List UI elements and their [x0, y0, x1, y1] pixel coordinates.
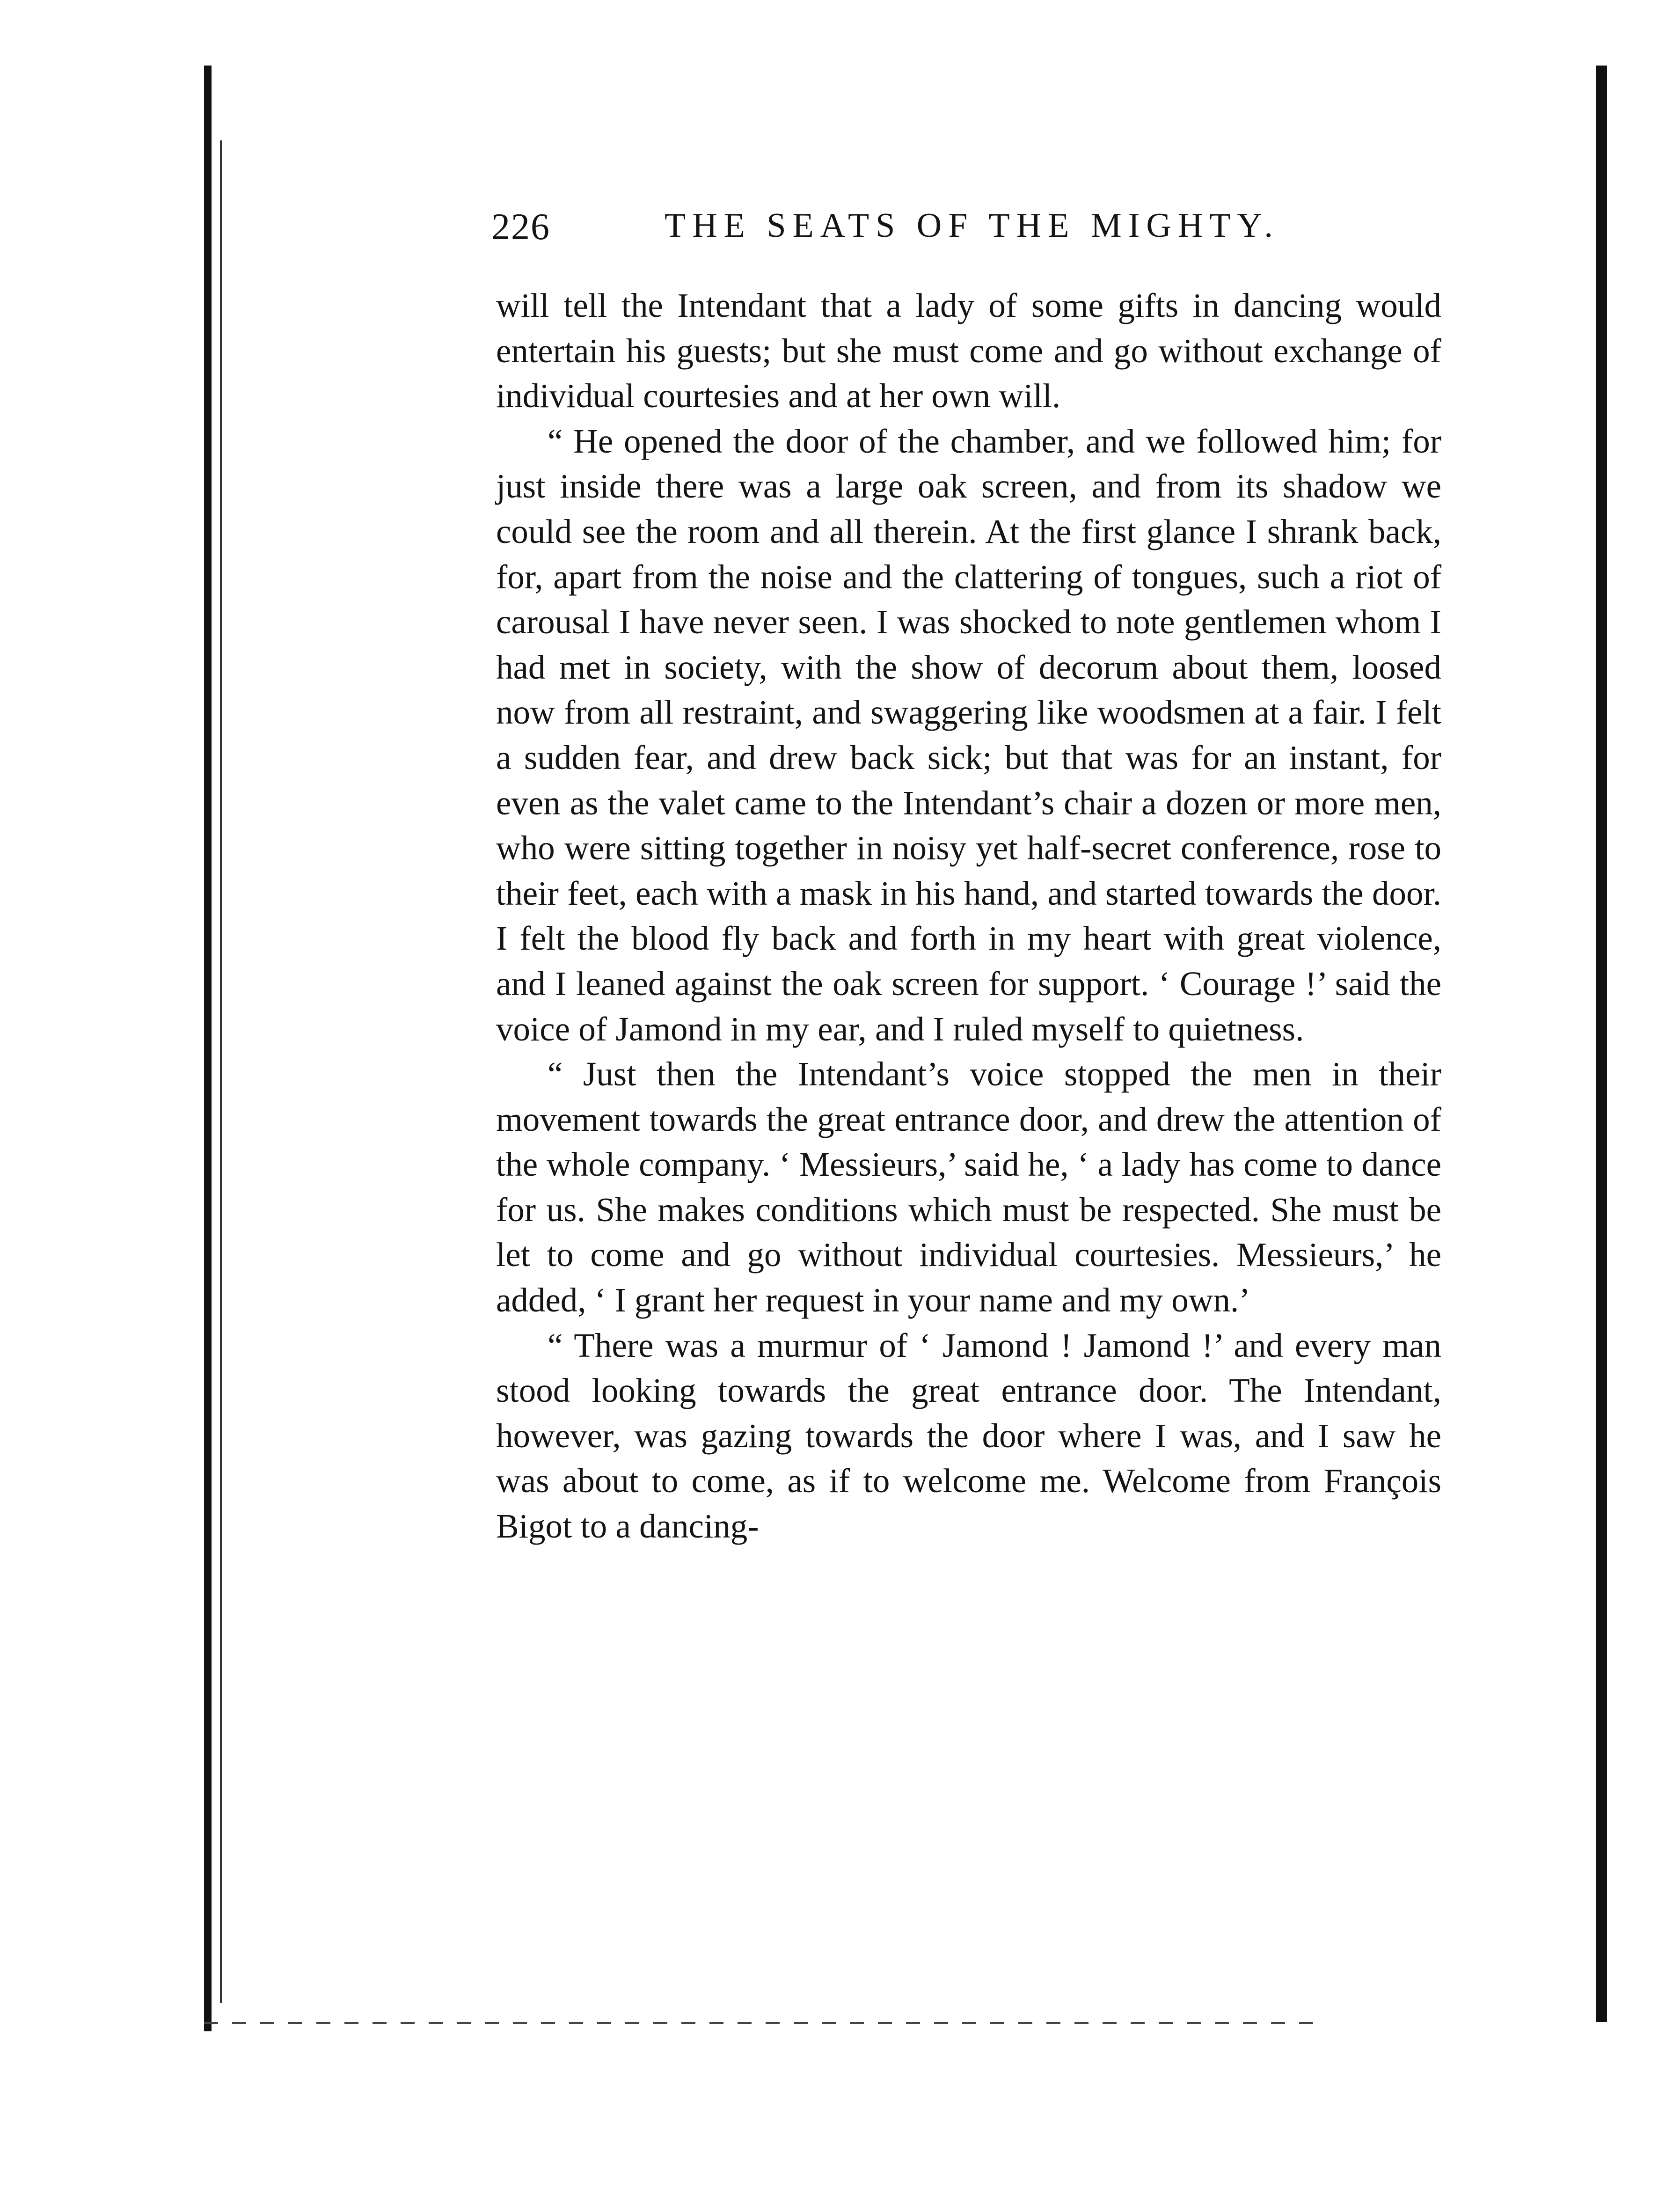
running-title: THE SEATS OF THE MIGHTY. — [665, 206, 1279, 245]
paragraph: “ He opened the door of the chamber, and we followed him; for just inside there was a large oak screen, and from its shadow we could see the room and all therein. At the first glance I shrank back, for, apart from the noise and the clattering of tongues, such a riot of carousal I have never seen. I was shocked to note gentlemen whom I had met in society, with the show of decorum about them, loosed now from all restraint, and swaggering like woodsmen at a fair. I felt a sudden fear, and drew back sick; but that was for an instant, for even as the valet came to the Intendant’s chair a dozen or more men, who were sitting together in noisy yet half-secret conference, rose to their feet, each with a mask in his hand, and started towards the door. I felt the blood fly back and forth in my heart with great violence, and I leaned against the oak screen for support. ‘ Courage !’ said the voice of Jamond in my ear, and I ruled myself to quietness. — [496, 422, 1441, 1048]
page-edge-right — [1596, 66, 1607, 2022]
page-edge-left-inner — [220, 140, 222, 2003]
paragraph: will tell the Intendant that a lady of some gifts in dancing would entertain his guests; but she must come and go without exchange of individual courtesies and at her own will. — [496, 286, 1441, 415]
paragraph: “ There was a murmur of ‘ Jamond ! Jamond !’ and every man stood looking towards the great entrance door. The Intendant, however, was gazing towards the door where I was, and I saw he was about to come, as if to welcome me. Welcome from François Bigot to a dancing- — [496, 1326, 1441, 1545]
page-edge-bottom — [204, 2022, 1327, 2024]
running-head — [491, 206, 1451, 257]
paragraph: “ Just then the Intendant’s voice stopped the men in their movement towards the great entrance door, and drew the attention of the whole company. ‘ Messieurs,’ said he, ‘ a lady has come to dance for us. She makes conditions which must be respected. She must be let to come and go without individual courtesies. Messieurs,’ he added, ‘ I grant her request in your name and my own.’ — [496, 1055, 1441, 1319]
page-number: 226 — [491, 206, 550, 248]
page-edge-left — [204, 66, 212, 2031]
body-text — [496, 283, 1441, 1549]
